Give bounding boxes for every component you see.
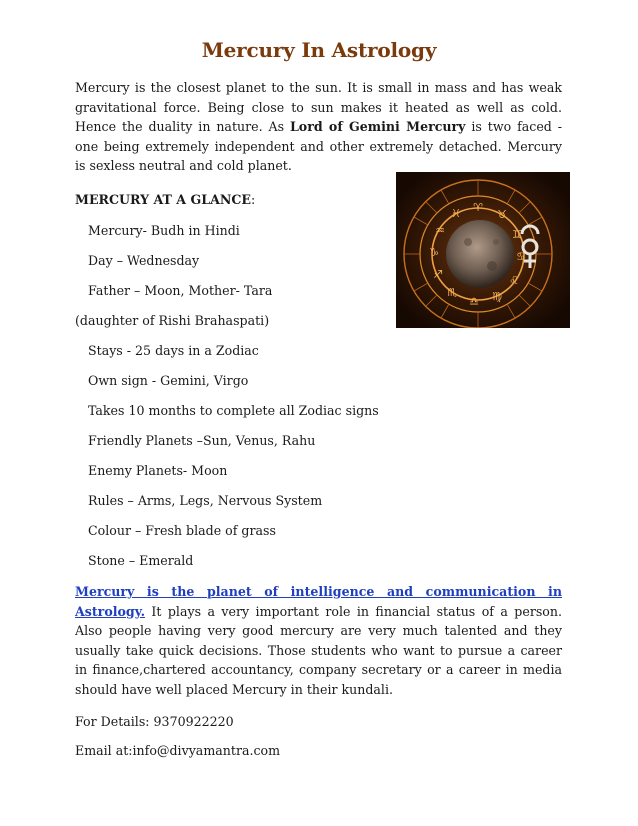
closing-text: It plays a very important role in financial status of a person. Also people having very good mercury are very much talented and they usually take quick decisions. Those students who want to pursue a career in finance,chartered accountancy, company secretary or a career in media should have well placed Mercury in their kundali. [75, 603, 562, 697]
svg-text:♏: ♏ [447, 286, 457, 299]
svg-text:♍: ♍ [492, 290, 502, 303]
svg-text:♉: ♉ [497, 208, 507, 221]
contact-email: Email at:info@divyamantra.com [75, 743, 281, 758]
svg-text:♓: ♓ [451, 207, 461, 220]
mercury-planet [446, 220, 514, 288]
fact-item: Day – Wednesday [88, 253, 200, 268]
closing-paragraph [75, 582, 562, 700]
svg-text:♎: ♎ [469, 295, 479, 308]
glance-heading [75, 190, 255, 209]
fact-item: Colour – Fresh blade of grass [88, 523, 276, 538]
intro-text-end: is two faced - one being extremely independent and other extremely detached. Mercury is sexless neutral and cold planet. [75, 119, 563, 174]
fact-item: (daughter of Rishi Brahaspati) [75, 313, 270, 328]
svg-text:♑: ♑ [429, 246, 439, 259]
intelligence-link[interactable]: Mercury is the planet of intelligence and communication in Astrology. [75, 584, 562, 619]
intro-paragraph [75, 78, 562, 176]
intro-text-start: Mercury is the closest planet to the sun. It is small in mass and has weak gravitational force. Being close to sun makes it heated as well as cold. Hence the duality in nature. As [75, 80, 562, 135]
svg-text:♐: ♐ [433, 268, 443, 281]
fact-item: Friendly Planets –Sun, Venus, Rahu [88, 433, 316, 448]
fact-item: Own sign - Gemini, Virgo [88, 373, 249, 388]
svg-text:♌: ♌ [509, 274, 519, 287]
fact-item: Stays - 25 days in a Zodiac [88, 343, 259, 358]
svg-text:♈: ♈ [473, 201, 483, 214]
fact-item: Takes 10 months to complete all Zodiac signs [88, 403, 379, 418]
zodiac-wheel-image [396, 172, 570, 328]
fact-item: Mercury- Budh in Hindi [88, 223, 240, 238]
fact-item: Enemy Planets- Moon [88, 463, 228, 478]
fact-item: Rules – Arms, Legs, Nervous System [88, 493, 323, 508]
contact-details: For Details: 9370922220 [75, 714, 234, 729]
fact-item: Father – Moon, Mother- Tara [88, 283, 273, 298]
svg-text:♊: ♊ [512, 228, 522, 241]
intro-bold-phrase: Lord of Gemini Mercury [289, 119, 466, 135]
fact-item: Stone – Emerald [88, 553, 194, 568]
glance-heading-text: MERCURY AT A GLANCE [75, 192, 251, 207]
svg-text:♋: ♋ [516, 250, 526, 263]
glance-heading-colon: : [250, 192, 256, 207]
svg-text:♒: ♒ [435, 224, 445, 237]
page-title: Mercury In Astrology [201, 38, 437, 62]
